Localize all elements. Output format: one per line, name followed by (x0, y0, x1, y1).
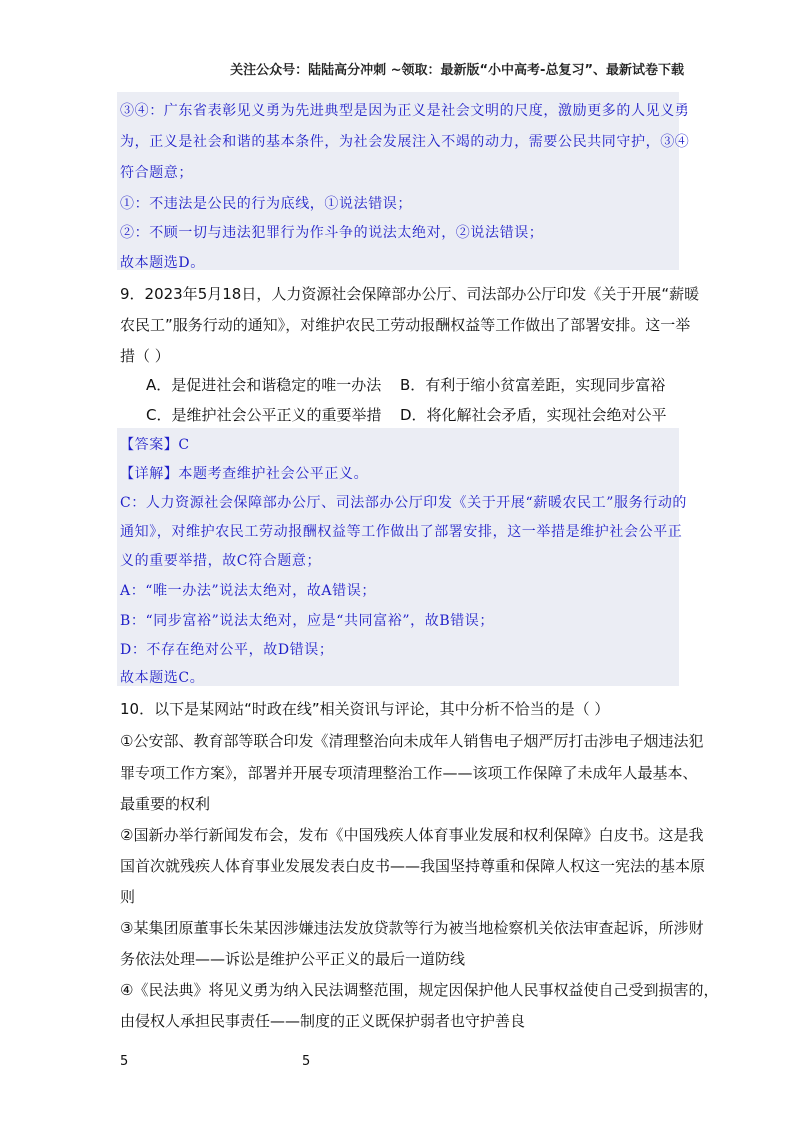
q9-explanation-line: 故本题选C。 (120, 670, 205, 686)
q10-line: ②国新办举行新闻发布会，发布《中国残疾人体育事业发展和权利保障》白皮书。这是我 (120, 826, 704, 844)
q9-explanation-line: B：“同步富裕”说法太绝对，应是“共同富裕”，故B错误； (120, 613, 495, 629)
q9-stem-line: 9．2023年5月18日，人力资源社会保障部办公厅、司法部办公厅印发《关于开展“薪暖 (120, 285, 700, 303)
q9-option-a: A．是促进社会和谐稳定的唯一办法 (146, 376, 382, 394)
page-header: 关注公众号：陆陆高分冲刺 ~领取：最新版“小中高考-总复习”、最新试卷下载 (230, 63, 684, 78)
q10-line: 国首次就残疾人体育事业发展发表白皮书——我国坚持尊重和保障人权这一宪法的基本原 (120, 857, 706, 875)
q10-line: ③某集团原董事长朱某因涉嫌违法发放贷款等行为被当地检察机关依法审查起诉，所涉财 (120, 919, 704, 937)
q9-option-d: D．将化解社会矛盾，实现社会绝对公平 (400, 406, 667, 424)
q10-line: ④《民法典》将见义勇为纳入民法调整范围，规定因保护他人民事权益使自己受到损害的， (120, 981, 719, 999)
q10-line: 由侵权人承担民事责任——制度的正义既保护弱者也守护善良 (120, 1012, 526, 1030)
q10-line: 最重要的权利 (120, 795, 211, 813)
q9-explanation-line: C：人力资源社会保障部办公厅、司法部办公厅印发《关于开展“薪暖农民工”服务行动的 (120, 495, 688, 511)
q9-answer: 【答案】C (120, 437, 190, 453)
q9-explanation-line: 通知》，对维护农民工劳动报酬权益等工作做出了部署安排，这一举措是维护社会公平正 (120, 524, 683, 540)
q9-option-c: C．是维护社会公平正义的重要举措 (146, 406, 382, 424)
q10-line: 罪专项工作方案》，部署并开展专项清理整治工作——该项工作保障了未成年人最基本、 (120, 764, 698, 782)
analysis-line: 为，正义是社会和谐的基本条件，为社会发展注入不竭的动力，需要公民共同守护，③④ (120, 134, 690, 150)
analysis-line: 符合题意； (120, 165, 193, 181)
analysis-line: ①：不违法是公民的行为底线，①说法错误； (120, 196, 412, 212)
analysis-line: ②：不顾一切与违法犯罪行为作斗争的说法太绝对，②说法错误； (120, 225, 544, 241)
q10-line: 则 (120, 888, 136, 906)
q10-line: 务依法处理——诉讼是维护公平正义的最后一道防线 (120, 950, 466, 968)
analysis-line: 故本题选D。 (120, 255, 205, 271)
q9-explanation-line: 【详解】本题考查维护社会公平正义。 (120, 466, 369, 482)
q9-stem-line: 农民工”服务行动的通知》，对维护农民工劳动报酬权益等工作做出了部署安排。这一举 (120, 316, 691, 334)
page-number-right: 5 (302, 1054, 311, 1069)
q9-option-b: B．有利于缩小贫富差距，实现同步富裕 (400, 376, 666, 394)
q9-explanation-line: A：“唯一办法”说法太绝对，故A错误； (120, 583, 376, 599)
q10-stem: 10．以下是某网站“时政在线”相关资讯与评论，其中分析不恰当的是（ ） (120, 700, 610, 718)
analysis-line: ③④：广东省表彰见义勇为先进典型是因为正义是社会文明的尺度，激励更多的人见义勇 (120, 103, 690, 119)
q9-explanation-line: D：不存在绝对公平，故D错误； (120, 642, 334, 658)
q9-stem-line: 措（ ） (120, 347, 170, 365)
q10-line: ①公安部、教育部等联合印发《清理整治向未成年人销售电子烟严厉打击涉电子烟违法犯 (120, 732, 704, 750)
q9-explanation-line: 义的重要举措，故C符合题意； (120, 553, 322, 569)
page-number-left: 5 (120, 1054, 129, 1069)
